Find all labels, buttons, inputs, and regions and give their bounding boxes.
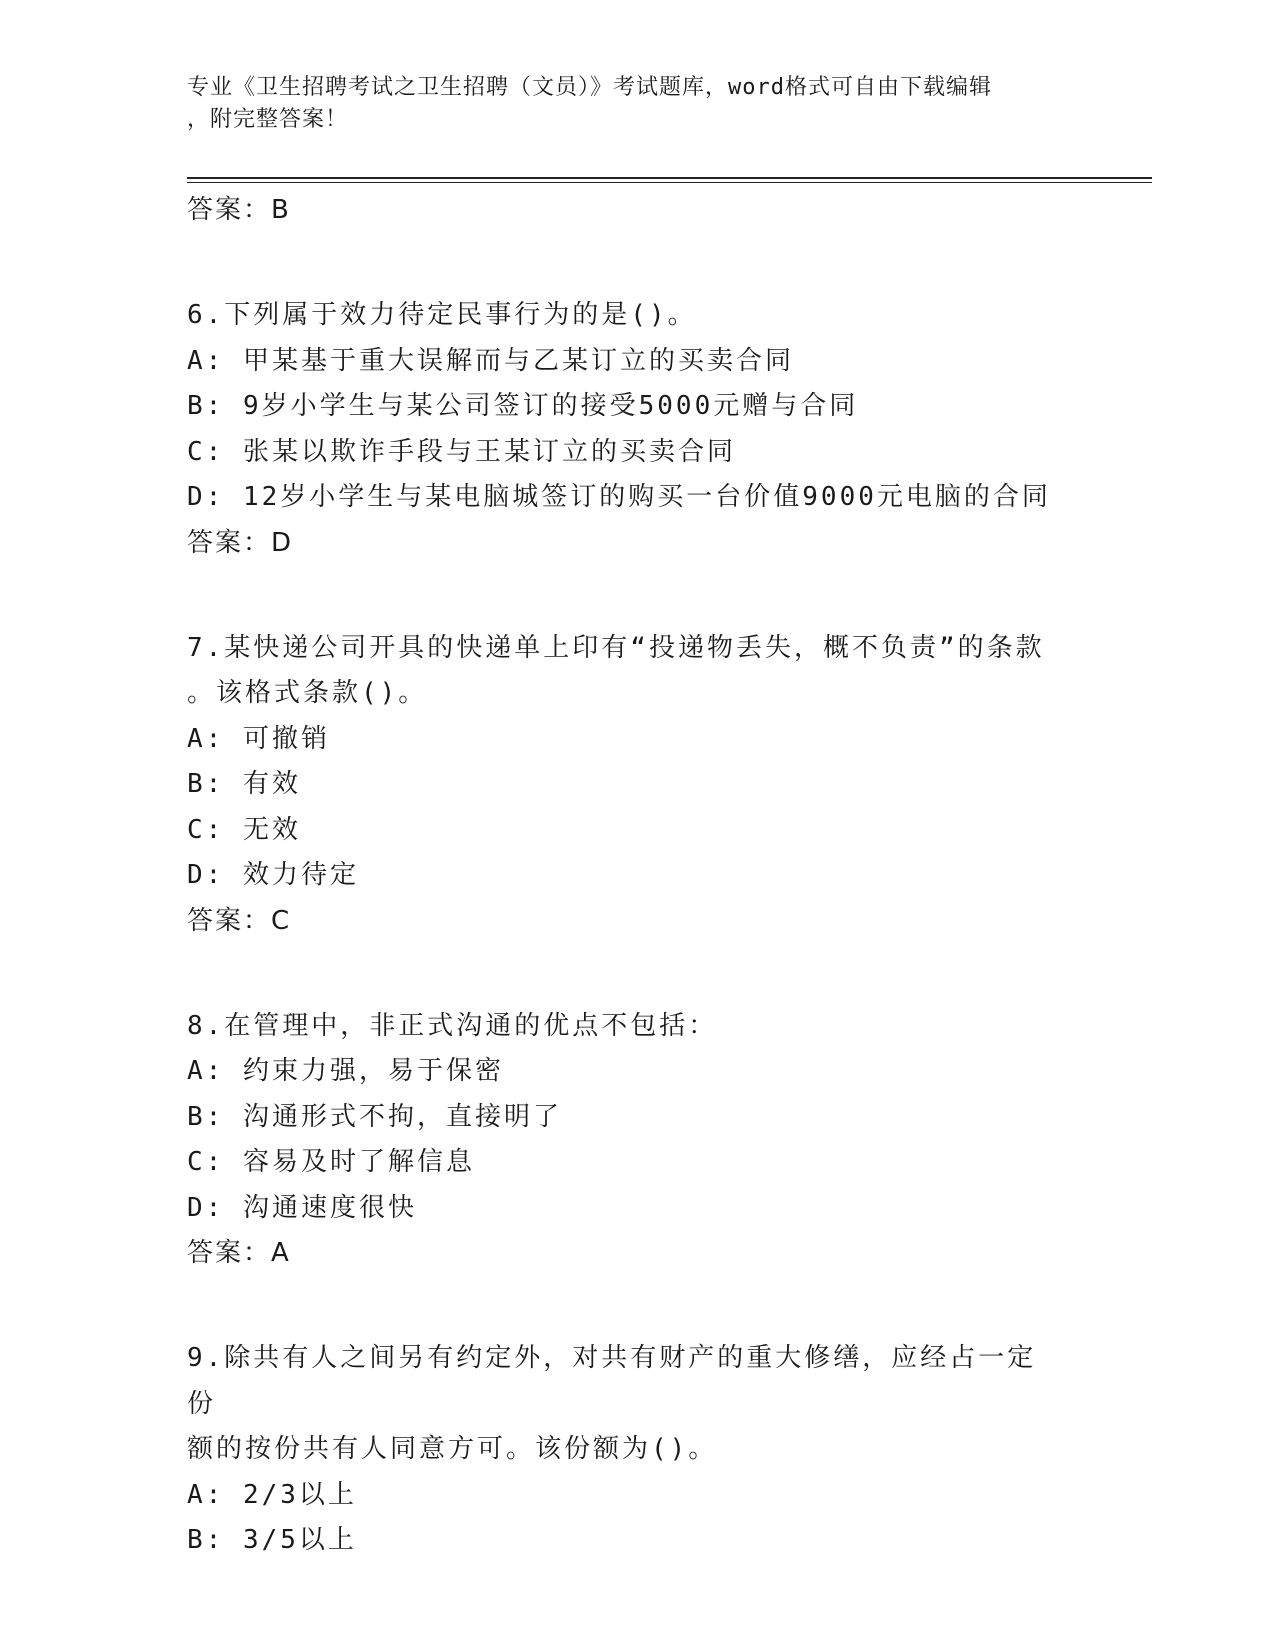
stem-line: 9.除共有人之间另有约定外，对共有财产的重大修缮，应经占一定份: [187, 1343, 1037, 1419]
stem-line: 8.在管理中，非正式沟通的优点不包括：: [187, 1010, 718, 1041]
option-d: D: 效力待定: [187, 860, 359, 890]
option-b: B: 沟通形式不拘，直接明了: [187, 1101, 562, 1132]
question-stem: [187, 293, 1057, 339]
question-stem: [187, 1336, 1057, 1473]
question-9: [187, 1336, 1087, 1564]
option-c: C: 张某以欺诈手段与王某订立的买卖合同: [187, 436, 736, 467]
stem-line: 7.某快递公司开具的快递单上印有“投递物丢失，概不负责”的条款: [187, 632, 1045, 663]
option-c: C: 容易及时了解信息: [187, 1147, 475, 1177]
header-divider-thin: [187, 182, 1152, 183]
stem-line: 6.下列属于效力待定民事行为的是()。: [187, 300, 697, 330]
option-c: C: 无效: [187, 814, 301, 845]
stem-line: 额的按份共有人同意方可。该份额为()。: [187, 1434, 718, 1464]
question-7: [187, 626, 1087, 899]
stem-line: 。该格式条款()。: [187, 678, 428, 708]
answer-line: 答案：D: [187, 527, 294, 558]
option-b: B: 有效: [187, 769, 301, 799]
question-stem: [187, 1004, 1057, 1050]
spacer: [187, 233, 1087, 293]
answer-line: 答案：B: [187, 195, 291, 225]
option-a: A: 2/3以上: [187, 1479, 357, 1510]
document-header: [187, 72, 1067, 136]
header-divider: [187, 177, 1152, 179]
question-stem: [187, 626, 1057, 717]
spacer: [187, 944, 1087, 1004]
question-8: [187, 1004, 1087, 1232]
header-line-2: ，附完整答案！: [187, 107, 349, 132]
option-a: A: 可撤销: [187, 723, 330, 754]
option-b: B: 9岁小学生与某公司签订的接受5000元赠与合同: [187, 391, 859, 421]
header-line-1: 专业《卫生招聘考试之卫生招聘（文员）》考试题库，word格式可自由下载编辑: [187, 75, 992, 100]
answer-line: 答案：C: [187, 905, 292, 936]
answer-line: 答案：A: [187, 1238, 291, 1268]
option-b: B: 3/5以上: [187, 1525, 357, 1555]
spacer: [187, 566, 1087, 626]
option-a: A: 甲某基于重大误解而与乙某订立的买卖合同: [187, 345, 794, 376]
option-d: D: 12岁小学生与某电脑城签订的购买一台价值9000元电脑的合同: [187, 482, 1051, 512]
option-a: A: 约束力强，易于保密: [187, 1056, 504, 1086]
spacer: [187, 1276, 1087, 1336]
option-d: D: 沟通速度很快: [187, 1192, 417, 1223]
question-list: [187, 188, 1087, 1564]
question-6: [187, 293, 1087, 521]
